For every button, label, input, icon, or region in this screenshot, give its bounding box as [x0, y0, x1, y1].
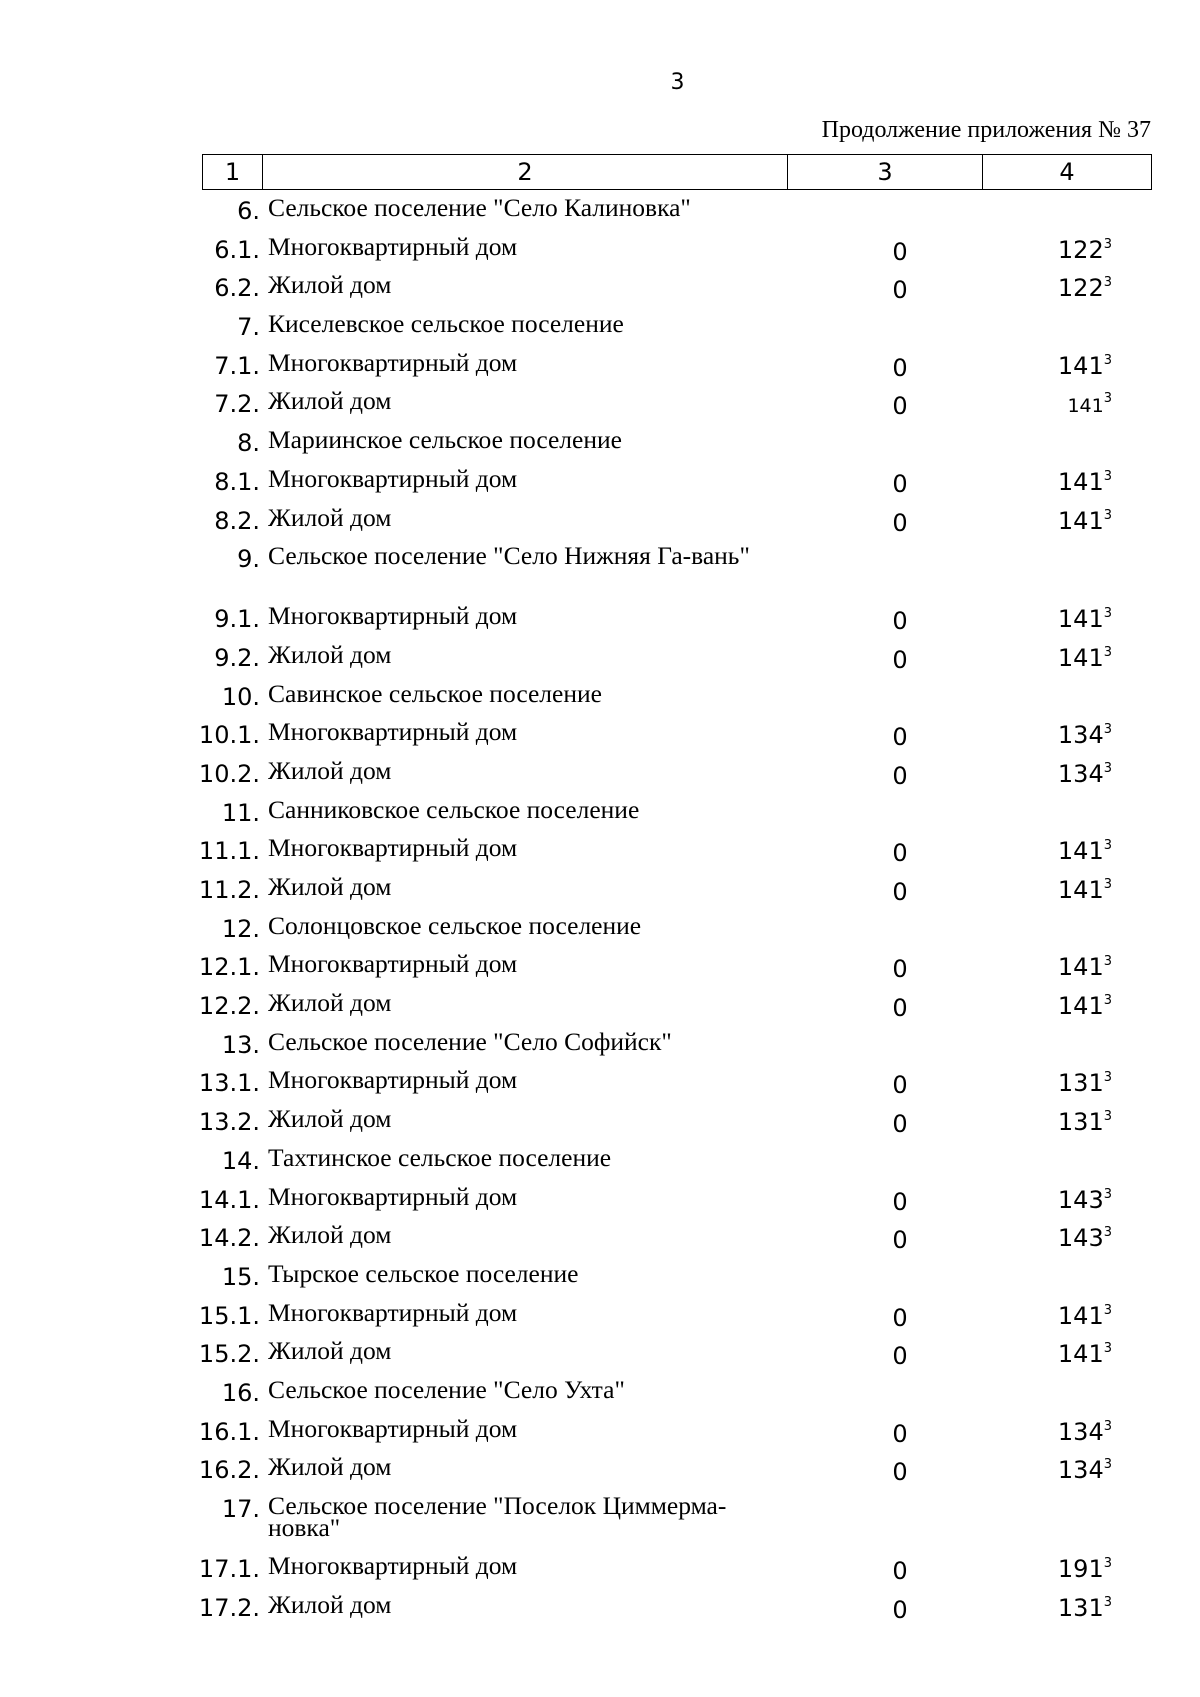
row-col4-value: 141	[1057, 506, 1104, 535]
row-name: Жилой дом	[268, 1336, 392, 1366]
row-number: 13.1.	[198, 1069, 260, 1098]
row-number: 9.1.	[214, 605, 260, 634]
table-row	[0, 231, 1200, 273]
row-number: 16.2.	[198, 1456, 260, 1485]
table-row	[0, 1493, 1200, 1553]
row-col4-cell	[1058, 468, 1112, 496]
row-col3-value: 0	[892, 1419, 908, 1448]
table-row	[0, 719, 1200, 758]
footnote-ref: 3	[1103, 954, 1112, 970]
row-number: 13.2.	[198, 1108, 260, 1137]
row-col3-value: 0	[892, 1303, 908, 1332]
table-row	[0, 1026, 1200, 1068]
row-col4-cell	[1058, 605, 1112, 633]
row-col3-value: 0	[892, 645, 908, 674]
row-number: 12.2.	[198, 992, 260, 1021]
row-col4-value: 141	[1057, 1301, 1104, 1330]
row-number: 15.2.	[198, 1340, 260, 1369]
row-col4-cell	[1058, 1186, 1112, 1214]
row-col4-cell	[1058, 1224, 1112, 1252]
row-number: 7.1.	[214, 351, 260, 380]
row-col3-value: 0	[892, 607, 908, 636]
row-number: 6.2.	[214, 274, 260, 303]
row-col4-cell	[1058, 507, 1112, 535]
footnote-ref: 3	[1103, 391, 1112, 407]
footnote-ref: 3	[1103, 468, 1112, 484]
row-name: Сельское поселение "Село Ухта"	[268, 1374, 625, 1404]
row-col4-cell	[1058, 644, 1112, 672]
row-col3-value: 0	[892, 839, 908, 868]
row-col3-value: 0	[892, 237, 908, 266]
row-col4-cell	[1067, 390, 1112, 420]
table-row	[0, 427, 1200, 466]
row-name: Жилой дом	[268, 1220, 392, 1250]
row-col4-cell	[1058, 1555, 1112, 1583]
row-col4-cell	[1058, 721, 1112, 749]
row-name: Многоквартирный дом	[268, 1297, 518, 1327]
table-row	[0, 502, 1200, 544]
footnote-ref: 3	[1103, 1070, 1112, 1086]
row-col4-cell	[1058, 1108, 1112, 1136]
table-row	[0, 1454, 1200, 1493]
table-row	[0, 1589, 1200, 1631]
table-row	[0, 1297, 1200, 1339]
row-number: 16.	[221, 1378, 260, 1407]
row-name: Сельское поселение "Поселок Циммерма-новка"	[268, 1491, 727, 1542]
row-col3-value: 0	[892, 1071, 908, 1100]
row-name: Жилой дом	[268, 639, 392, 669]
row-number: 14.2.	[198, 1224, 260, 1253]
row-number: 10.1.	[198, 721, 260, 750]
table-row	[0, 794, 1200, 836]
row-name: Мариинское сельское поселение	[268, 425, 622, 455]
row-col4-cell	[1058, 1594, 1112, 1622]
table-row	[0, 639, 1200, 681]
row-name: Многоквартирный дом	[268, 231, 518, 261]
row-col4-cell	[1058, 1302, 1112, 1330]
header-col-1: 1	[203, 155, 263, 190]
table-row	[0, 1338, 1200, 1377]
row-col3-value: 0	[892, 508, 908, 537]
table-row	[0, 951, 1200, 990]
row-col4-value: 122	[1057, 274, 1104, 303]
footnote-ref: 3	[1103, 236, 1112, 252]
header-row	[203, 155, 1152, 190]
footnote-ref: 3	[1103, 644, 1112, 660]
row-name: Жилой дом	[268, 872, 392, 901]
row-col4-value: 143	[1057, 1224, 1104, 1253]
row-col4-value: 134	[1057, 721, 1104, 750]
row-number: 7.2.	[214, 390, 260, 419]
table-row	[0, 603, 1200, 642]
table-row	[0, 1067, 1200, 1106]
row-col4-value: 143	[1057, 1185, 1104, 1214]
row-col4-cell	[1058, 760, 1112, 788]
row-name: Жилой дом	[268, 1452, 392, 1482]
row-number: 12.	[221, 914, 260, 943]
table-body	[0, 195, 1200, 1630]
row-col4-value: 141	[1057, 643, 1104, 672]
header-col-3: 3	[788, 155, 983, 190]
row-name: Тырское сельское поселение	[268, 1258, 579, 1288]
footnote-ref: 3	[1103, 838, 1112, 854]
row-number: 15.	[221, 1262, 260, 1291]
footnote-ref: 3	[1103, 1109, 1112, 1125]
footnote-ref: 3	[1103, 1225, 1112, 1241]
table-row	[0, 755, 1200, 797]
table-row	[0, 1222, 1200, 1261]
table-row	[0, 543, 1200, 603]
row-name: Многоквартирный дом	[268, 601, 518, 631]
row-col3-value: 0	[892, 1226, 908, 1255]
row-number: 14.	[221, 1146, 260, 1175]
row-number: 8.1.	[214, 467, 260, 496]
footnote-ref: 3	[1103, 760, 1112, 776]
row-number: 6.1.	[214, 235, 260, 264]
row-name: Солонцовское сельское поселение	[268, 910, 642, 940]
page-number: 3	[670, 70, 685, 95]
row-col4-value: 191	[1057, 1555, 1104, 1583]
row-name: Савинское сельское поселение	[268, 678, 602, 708]
row-col4-value: 134	[1057, 759, 1104, 788]
row-col3-value: 0	[892, 1458, 908, 1487]
footnote-ref: 3	[1103, 1302, 1112, 1318]
table-row	[0, 910, 1200, 952]
row-name: Многоквартирный дом	[268, 347, 518, 377]
row-number: 10.	[221, 682, 260, 711]
footnote-ref: 3	[1103, 507, 1112, 523]
table-row	[0, 347, 1200, 389]
row-name: Многоквартирный дом	[268, 717, 518, 747]
row-col4-value: 141	[1067, 395, 1104, 418]
table-row	[0, 990, 1200, 1029]
table-row	[0, 874, 1200, 913]
footnote-ref: 3	[1103, 1556, 1112, 1571]
row-name: Жилой дом	[268, 1104, 392, 1134]
row-name: Тахтинское сельское поселение	[268, 1142, 612, 1172]
row-col3-value: 0	[892, 723, 908, 752]
row-number: 12.1.	[198, 953, 260, 982]
row-col3-value: 0	[892, 1110, 908, 1139]
row-name: Жилой дом	[268, 1589, 392, 1619]
row-number: 11.	[221, 798, 260, 827]
row-number: 15.1.	[198, 1301, 260, 1330]
row-col3-value: 0	[892, 353, 908, 382]
row-name: Многоквартирный дом	[268, 833, 518, 863]
table-row	[0, 1142, 1200, 1184]
row-col4-value: 134	[1057, 1456, 1104, 1485]
row-col4-cell	[1058, 1069, 1112, 1097]
row-col4-cell	[1058, 1456, 1112, 1484]
row-col4-value: 141	[1057, 1340, 1104, 1369]
row-number: 16.1.	[198, 1417, 260, 1446]
footnote-ref: 3	[1103, 993, 1112, 1009]
footnote-ref: 3	[1103, 1594, 1112, 1610]
row-number: 8.2.	[214, 506, 260, 535]
row-col4-value: 141	[1057, 351, 1104, 380]
table-row	[0, 1181, 1200, 1223]
row-number: 17.2.	[198, 1593, 260, 1622]
row-col3-value: 0	[892, 392, 908, 421]
table-header	[202, 154, 1152, 190]
row-number: 17.1.	[198, 1555, 260, 1583]
row-col3-value: 0	[892, 761, 908, 790]
row-name: Многоквартирный дом	[268, 463, 518, 493]
row-name: Многоквартирный дом	[268, 1181, 518, 1211]
footnote-ref: 3	[1103, 352, 1112, 368]
row-number: 6.	[237, 197, 260, 225]
footnote-ref: 3	[1103, 1186, 1112, 1202]
row-col3-value: 0	[892, 1595, 908, 1624]
row-number: 9.	[237, 545, 260, 574]
row-name: Сельское поселение "Село Калиновка"	[268, 193, 691, 222]
row-col4-value: 141	[1057, 467, 1104, 496]
row-col4-cell	[1058, 992, 1112, 1020]
continuation-label: Продолжение приложения № 37	[821, 117, 1151, 143]
table-row	[0, 1413, 1200, 1455]
row-col3-value: 0	[892, 1342, 908, 1371]
table-row	[0, 1374, 1200, 1416]
footnote-ref: 3	[1103, 877, 1112, 892]
row-name: Киселевское сельское поселение	[268, 309, 624, 339]
table-row	[0, 388, 1200, 427]
row-name: Многоквартирный дом	[268, 949, 518, 979]
footnote-ref: 3	[1103, 722, 1112, 738]
header-col-2: 2	[263, 155, 788, 190]
row-number: 9.2.	[214, 643, 260, 672]
row-col4-cell	[1058, 1340, 1112, 1368]
footnote-ref: 3	[1103, 1341, 1112, 1357]
row-col4-cell	[1058, 837, 1112, 865]
table-row	[0, 678, 1200, 720]
row-name: Жилой дом	[268, 270, 392, 300]
row-col4-cell	[1058, 236, 1112, 264]
row-name: Жилой дом	[268, 502, 392, 532]
table-row	[0, 463, 1200, 505]
row-col3-value: 0	[892, 276, 908, 305]
row-col3-value: 0	[892, 469, 908, 498]
row-col3-value: 0	[892, 955, 908, 984]
row-col3-value: 0	[892, 994, 908, 1023]
row-col4-value: 122	[1057, 235, 1104, 264]
row-name: Санниковское сельское поселение	[268, 794, 640, 824]
row-col3-value: 0	[892, 1557, 908, 1585]
row-col4-cell	[1058, 876, 1112, 904]
row-name: Многоквартирный дом	[268, 1413, 518, 1443]
table-row	[0, 272, 1200, 311]
row-number: 8.	[237, 429, 260, 458]
row-name: Сельское поселение "Село Нижняя Га-вань"	[268, 541, 750, 571]
header-col-4: 4	[983, 155, 1152, 190]
row-number: 14.1.	[198, 1185, 260, 1214]
row-name: Многоквартирный дом	[268, 1065, 518, 1095]
row-col3-value: 0	[892, 878, 908, 906]
row-col4-value: 141	[1057, 953, 1104, 982]
footnote-ref: 3	[1103, 275, 1112, 291]
row-name: Жилой дом	[268, 755, 392, 785]
table-row	[0, 311, 1200, 350]
row-col4-cell	[1058, 1418, 1112, 1446]
row-col4-value: 141	[1057, 605, 1104, 634]
row-number: 17.	[221, 1495, 260, 1523]
row-col4-value: 141	[1057, 992, 1104, 1021]
row-name: Многоквартирный дом	[268, 1551, 518, 1580]
row-col4-cell	[1058, 953, 1112, 981]
row-name: Жилой дом	[268, 386, 392, 416]
row-col4-value: 131	[1057, 1108, 1104, 1137]
table-row	[0, 835, 1200, 874]
row-number: 11.2.	[198, 876, 260, 904]
row-name: Сельское поселение "Село Софийск"	[268, 1026, 672, 1056]
row-col4-value: 131	[1057, 1593, 1104, 1622]
table-row	[0, 1106, 1200, 1145]
table-row	[0, 1553, 1200, 1592]
row-col3-value: 0	[892, 1187, 908, 1216]
row-name: Жилой дом	[268, 988, 392, 1018]
table-row	[0, 1258, 1200, 1300]
row-number: 10.2.	[198, 759, 260, 788]
row-col4-value: 134	[1057, 1417, 1104, 1446]
table-row	[0, 195, 1200, 234]
row-number: 11.1.	[198, 837, 260, 866]
row-number: 13.	[221, 1030, 260, 1059]
row-col4-cell	[1058, 274, 1112, 302]
row-col4-value: 141	[1057, 876, 1104, 904]
row-number: 7.	[237, 313, 260, 342]
footnote-ref: 3	[1103, 1418, 1112, 1434]
footnote-ref: 3	[1103, 1457, 1112, 1473]
row-col4-cell	[1058, 352, 1112, 380]
footnote-ref: 3	[1103, 606, 1112, 622]
row-col4-value: 131	[1057, 1069, 1104, 1098]
row-col4-value: 141	[1057, 837, 1104, 866]
